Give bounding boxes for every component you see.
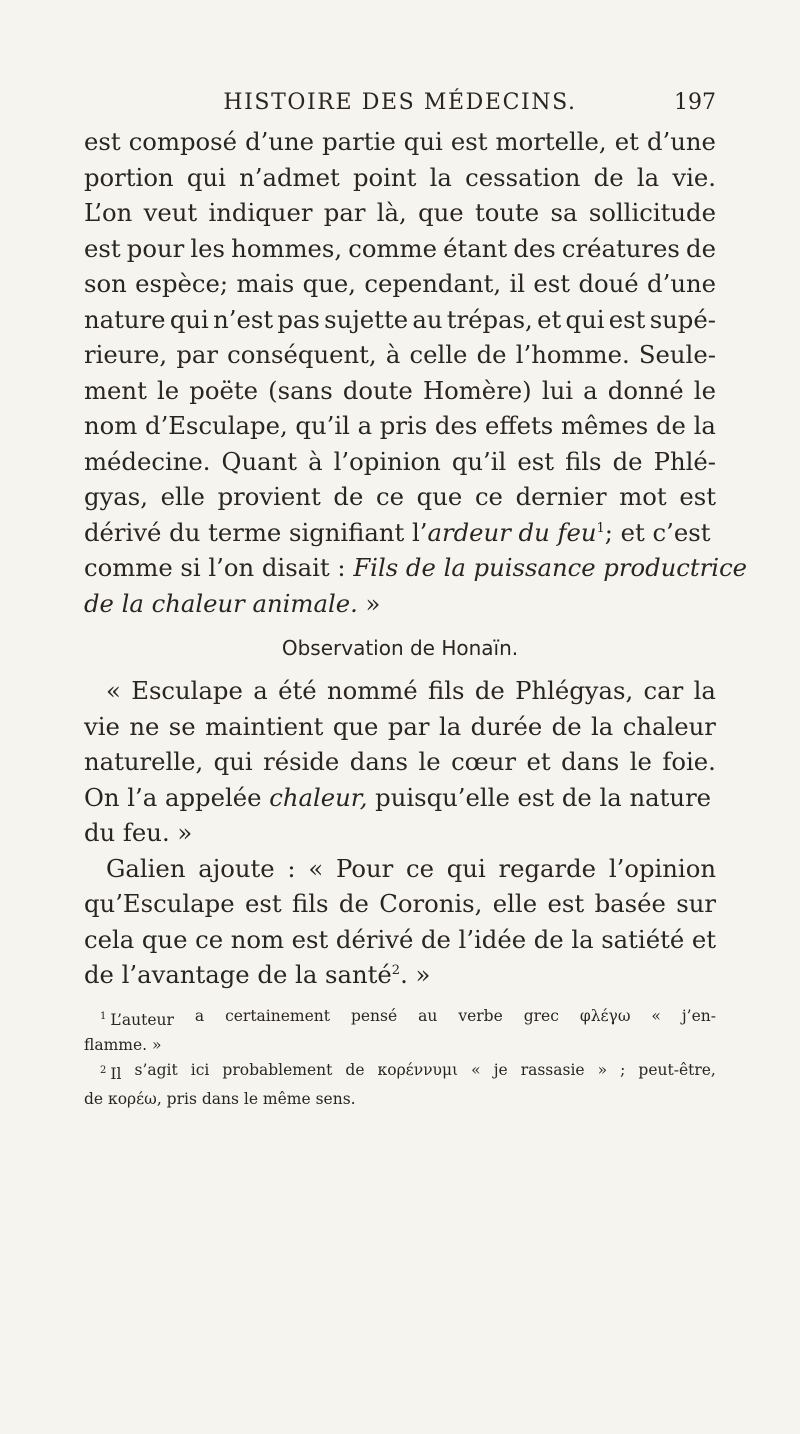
- text-line: son espèce; mais que, cependant, il est doué d’une: [84, 269, 716, 298]
- text-line: médecine. Quant à l’opinion qu’il est fils de Phlé-: [84, 446, 716, 476]
- text-line: gyas, elle provient de ce que ce dernier mot est: [84, 482, 716, 511]
- text-line: portion qui n’admet point la cessation de la vie.: [84, 162, 716, 192]
- text-line: est pour les hommes, comme étant des créatures de: [84, 233, 716, 263]
- text-line: comme si l’on disait : Fils de la puissance productrice: [84, 553, 748, 582]
- text-line: qu’Esculape est fils de Coronis, elle est basée sur: [84, 889, 716, 918]
- text-line: « Esculape a été nommé fils de Phlégyas, car la: [106, 676, 716, 705]
- paragraph-3: [84, 851, 716, 958]
- footnote-2: $^2$ Il s’agit ici probablement de κορέννυμι « je rassasie » ; peut-être,: [100, 1061, 716, 1083]
- text-line: rieure, par conséquent, à celle de l’homme. Seule-: [84, 340, 716, 369]
- main-text: [84, 124, 748, 993]
- text-line: naturelle, qui réside dans le cœur et dans le foie.: [84, 747, 716, 776]
- text-line: nature qui n’est pas sujette au trépas, et qui est supé-: [84, 304, 716, 334]
- text-line: nom d’Esculape, qu’il a pris des effets mêmes de la: [84, 411, 716, 440]
- text-line: de l’avantage de la santé$^2$. »: [84, 960, 431, 989]
- text-line: du feu. »: [84, 818, 193, 847]
- footnote-2-cont: de κορέω, pris dans le même sens.: [84, 1090, 356, 1108]
- text-line: ment le poëte (sans doute Homère) lui a donné le: [84, 375, 716, 405]
- text-line: dérivé du terme signifiant l’ardeur du feu$^1$; et c’est: [84, 517, 711, 547]
- page-number: 197: [674, 90, 716, 115]
- footnotes: [84, 1004, 716, 1112]
- text-line: de la chaleur animale. »: [84, 588, 381, 618]
- text-line: Galien ajoute : « Pour ce qui regarde l’opinion: [106, 853, 716, 883]
- footnote-1: $^1$ L’auteur a certainement pensé au verbe grec φλέγω « j’en-: [100, 1007, 716, 1029]
- running-title: HISTOIRE DES MÉDECINS.: [223, 90, 577, 115]
- text-line: On l’a appelée chaleur, puisqu’elle est de la nature: [84, 782, 712, 812]
- text-line: vie ne se maintient que par la durée de la chaleur: [84, 711, 716, 741]
- text-line: L’on veut indiquer par là, que toute sa sollicitude: [84, 198, 716, 227]
- text-line: cela que ce nom est dérivé de l’idée de la satiété et: [84, 924, 716, 954]
- text-line: est composé d’une partie qui est mortelle, et d’une: [84, 127, 716, 156]
- running-head: [84, 88, 716, 120]
- footnote-1-cont: flamme. »: [84, 1036, 162, 1054]
- paragraph-2: [84, 673, 716, 780]
- paragraph-1: [84, 124, 716, 515]
- section-heading: Observation de Honaïn.: [281, 636, 519, 660]
